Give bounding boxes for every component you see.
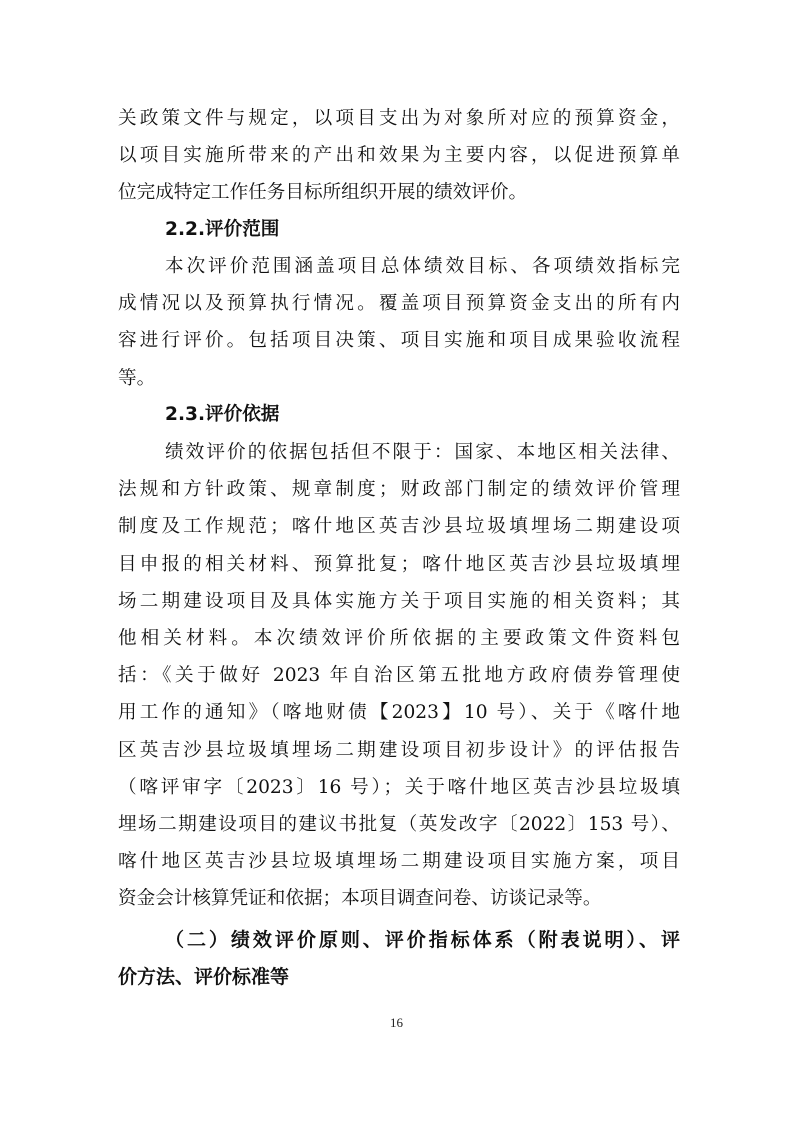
paragraph-line: 括：《关于做好 2023 年自治区第五批地方政府债券管理使 <box>118 665 680 687</box>
heading-line: （二）绩效评价原则、评价指标体系（附表说明）、评 <box>165 929 680 951</box>
paragraph-line: 等。 <box>118 367 156 389</box>
paragraph-line: 法规和方针政策、规章制度；财政部门制定的绩效评价管理 <box>118 479 680 501</box>
heading-line: 价方法、评价标准等 <box>118 966 290 988</box>
paragraph-line: 成情况以及预算执行情况。覆盖项目预算资金支出的所有内 <box>118 293 680 315</box>
paragraph-line: 以项目实施所带来的产出和效果为主要内容，以促进预算单 <box>118 145 680 167</box>
paragraph-line: 用工作的通知》（喀地财债【2023】10 号）、关于《喀什地 <box>118 702 680 724</box>
paragraph-line: 资金会计核算凭证和依据；本项目调查问卷、访谈记录等。 <box>118 888 602 910</box>
paragraph-line: 制度及工作规范；喀什地区英吉沙县垃圾填埋场二期建设项 <box>118 516 680 538</box>
paragraph-line: 容进行评价。包括项目决策、项目实施和项目成果验收流程 <box>118 330 680 352</box>
paragraph-line: 场二期建设项目及具体实施方关于项目实施的相关资料；其 <box>118 590 680 612</box>
section-heading-two <box>118 922 680 996</box>
paragraph-line: 他相关材料。本次绩效评价所依据的主要政策文件资料包 <box>118 627 680 649</box>
section-heading-2-2: 2.2.评价范围 <box>165 219 280 240</box>
paragraph-line: 埋场二期建设项目的建议书批复（英发改字〔2022〕153 号）、 <box>118 813 680 835</box>
section-heading-2-3: 2.3.评价依据 <box>165 404 280 425</box>
paragraph-line: 关政策文件与规定，以项目支出为对象所对应的预算资金， <box>118 108 680 129</box>
paragraph-line: 区英吉沙县垃圾填埋场二期建设项目初步设计》的评估报告 <box>118 739 680 761</box>
intro-paragraph <box>118 100 680 212</box>
basis-paragraph <box>118 434 680 917</box>
paragraph-line: 喀什地区英吉沙县垃圾填埋场二期建设项目实施方案，项目 <box>118 851 680 873</box>
paragraph-line: 本次评价范围涵盖项目总体绩效目标、各项绩效指标完 <box>165 256 680 277</box>
paragraph-line: 目申报的相关材料、预算批复；喀什地区英吉沙县垃圾填埋 <box>118 553 680 575</box>
paragraph-line: 位完成特定工作任务目标所组织开展的绩效评价。 <box>118 182 528 204</box>
paragraph-line: （喀评审字〔2023〕16 号）；关于喀什地区英吉沙县垃圾填 <box>118 776 680 798</box>
scope-paragraph <box>118 248 680 397</box>
page-number: 16 <box>390 1015 403 1030</box>
paragraph-line: 绩效评价的依据包括但不限于：国家、本地区相关法律、 <box>165 442 680 463</box>
